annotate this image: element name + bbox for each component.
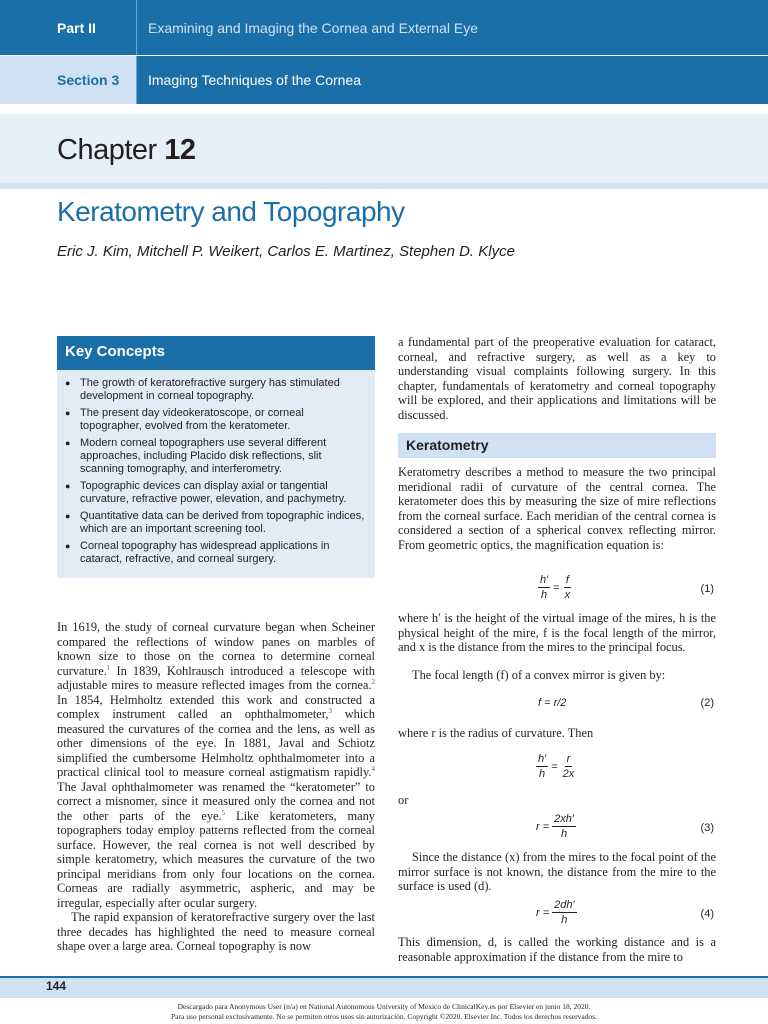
list-item: ● Topographic devices can display axial or tangential curvature, refractive power, elevation, and pachymetry. (65, 480, 365, 506)
equation-2: f = r/2 (2) (538, 697, 714, 709)
list-item: ● Modern corneal topographers use several different approaches, including Placido disk reflections, slit scanning tomography, and interferometry. (65, 437, 365, 476)
paragraph-since: Since the distance (x) from the mires to the focal point of the mirror surface is not known, the distance from the mire to the surface is used (d). (398, 850, 716, 893)
reference-link[interactable]: 3 (328, 706, 333, 715)
download-footer (0, 1002, 768, 1022)
paragraph-or: or (398, 793, 409, 807)
keratometry-heading: Keratometry (398, 433, 716, 458)
paragraph-focal: The focal length (f) of a convex mirror is given by: (412, 668, 666, 682)
equation-4: r = $\frac{2dh'}{h}$ (4) (536, 899, 714, 926)
paragraph-expansion: The rapid expansion of keratorefractive surgery over the last three decades has highlighted the need to measure corneal shape over a large area. Corneal topography is now (57, 910, 375, 953)
equation-label: (3) (700, 822, 714, 834)
paragraph-radius: where r is the radius of curvature. Then (398, 726, 594, 740)
paragraph-where: where h′ is the height of the virtual image of the mires, h is the physical height of the mire, f is the focal length of the mirror, and x is the distance from the mires to the principal focus. (398, 611, 716, 654)
chapter-word: Chapter (57, 134, 157, 166)
reference-link[interactable]: 4 (371, 764, 375, 773)
paragraph-history: In 1619, the study of corneal curvature began when Scheiner compared the reflections of window panes on marbles of known size to those on the cornea to determine corneal curvature.$^1$ In 1839, Kohlrausch introduced a telescope with adjustable mires to measure reflected images from the cornea.$^2$ In 1854, Helmholtz extended this work and constructed a complex instrument called an ophthalmometer,$^3$ which measured the curvatures of the cornea and the lens, as well as other dimensions of the eye. In 1881, Javal and Schiotz simplified the cumbersome Helmholtz ophthalmometer into a practical clinical tool to measure corneal astigmatism rapidly.$^4$ The Javal ophthalmometer was renamed the “keratometer” to correct a misnomer, since it measured only the cornea and not the other parts of the eye.$^5$ Like keratometers, many topographers today employ patterns reflected from the corneal surface. However, the real cornea is not well described by simple keratometry, which measures the curvature of the two principal meridians from only four locations on the cornea. Corneas are radially asymmetric, aspheric, and may be irregular, especially after ocular surgery. (57, 620, 375, 910)
authors: Eric J. Kim, Mitchell P. Weikert, Carlos E. Martinez, Stephen D. Klyce (57, 243, 515, 260)
equation-label: (1) (700, 583, 714, 595)
equation-1: $\frac{h'}{h}$ = $\frac{f}{x}$ (1) (540, 574, 714, 601)
paragraph-keratometry: Keratometry describes a method to measure the two principal meridional radii of curvature of the central cornea. The keratometer does this by measuring the size of mire reflections from the corneal surface. Each meridian of the central cornea is considered a section of a spherical convex reflecting mirror. From geometric optics, the magnification equation is: (398, 465, 716, 552)
equation-3: r = $\frac{2xh'}{h}$ (3) (536, 813, 714, 840)
list-item: ● Corneal topography has widespread applications in cataract, refractive, and corneal surgery. (65, 540, 365, 566)
list-item: ● The growth of keratorefractive surgery has stimulated development in corneal topography. (65, 377, 365, 403)
paragraph-dimension: This dimension, d, is called the working distance and is a reasonable approximation if the distance from the mire to (398, 935, 716, 964)
part-title: Examining and Imaging the Cornea and External Eye (136, 0, 768, 55)
reference-link[interactable]: 2 (371, 677, 375, 686)
key-concepts-list (57, 370, 375, 566)
page-number-bar (0, 976, 768, 998)
paragraph-intro: a fundamental part of the preoperative evaluation for cataract, corneal, and refractive surgery, as well as a key to understanding visual complaints following surgery. In this chapter, fundamentals of keratometry and corneal topography will be explored, and their applications and limitations will be discussed. (398, 335, 716, 422)
footer-line: Para uso personal exclusivamente. No se permiten otros usos sin autorización. Copyright ©2020. Elsevier Inc. Todos los derechos reservados. (171, 1012, 597, 1021)
key-concepts-box (57, 336, 375, 578)
equation-middle: $\frac{h'}{h}$ = $\frac{r}{2x}$ (538, 753, 575, 780)
chapter-rule (0, 183, 768, 189)
section-header (0, 56, 768, 104)
page-number: 144 (46, 979, 67, 993)
equation-label: (2) (700, 697, 714, 709)
footer-line: Descargado para Anonymous User (n/a) en National Autonomous University of Mexico de ClinicalKey.es por Elsevier en junio 18, 2020. (177, 1002, 591, 1011)
part-header (0, 0, 768, 55)
chapter-number: 12 (164, 134, 196, 166)
key-concepts-heading: Key Concepts (57, 336, 375, 370)
list-item: ● Quantitative data can be derived from topographic indices, which are an important screening tool. (65, 510, 365, 536)
chapter-heading (57, 134, 196, 167)
section-label: Section 3 (0, 56, 136, 104)
chapter-title: Keratometry and Topography (57, 196, 405, 227)
reference-link[interactable]: 1 (106, 663, 111, 672)
part-label: Part II (0, 0, 136, 55)
section-title: Imaging Techniques of the Cornea (136, 56, 768, 104)
list-item: ● The present day videokeratoscope, or corneal topographer, evolved from the keratometer. (65, 407, 365, 433)
equation-label: (4) (700, 908, 714, 920)
left-column (57, 620, 375, 954)
reference-link[interactable]: 5 (221, 808, 226, 817)
